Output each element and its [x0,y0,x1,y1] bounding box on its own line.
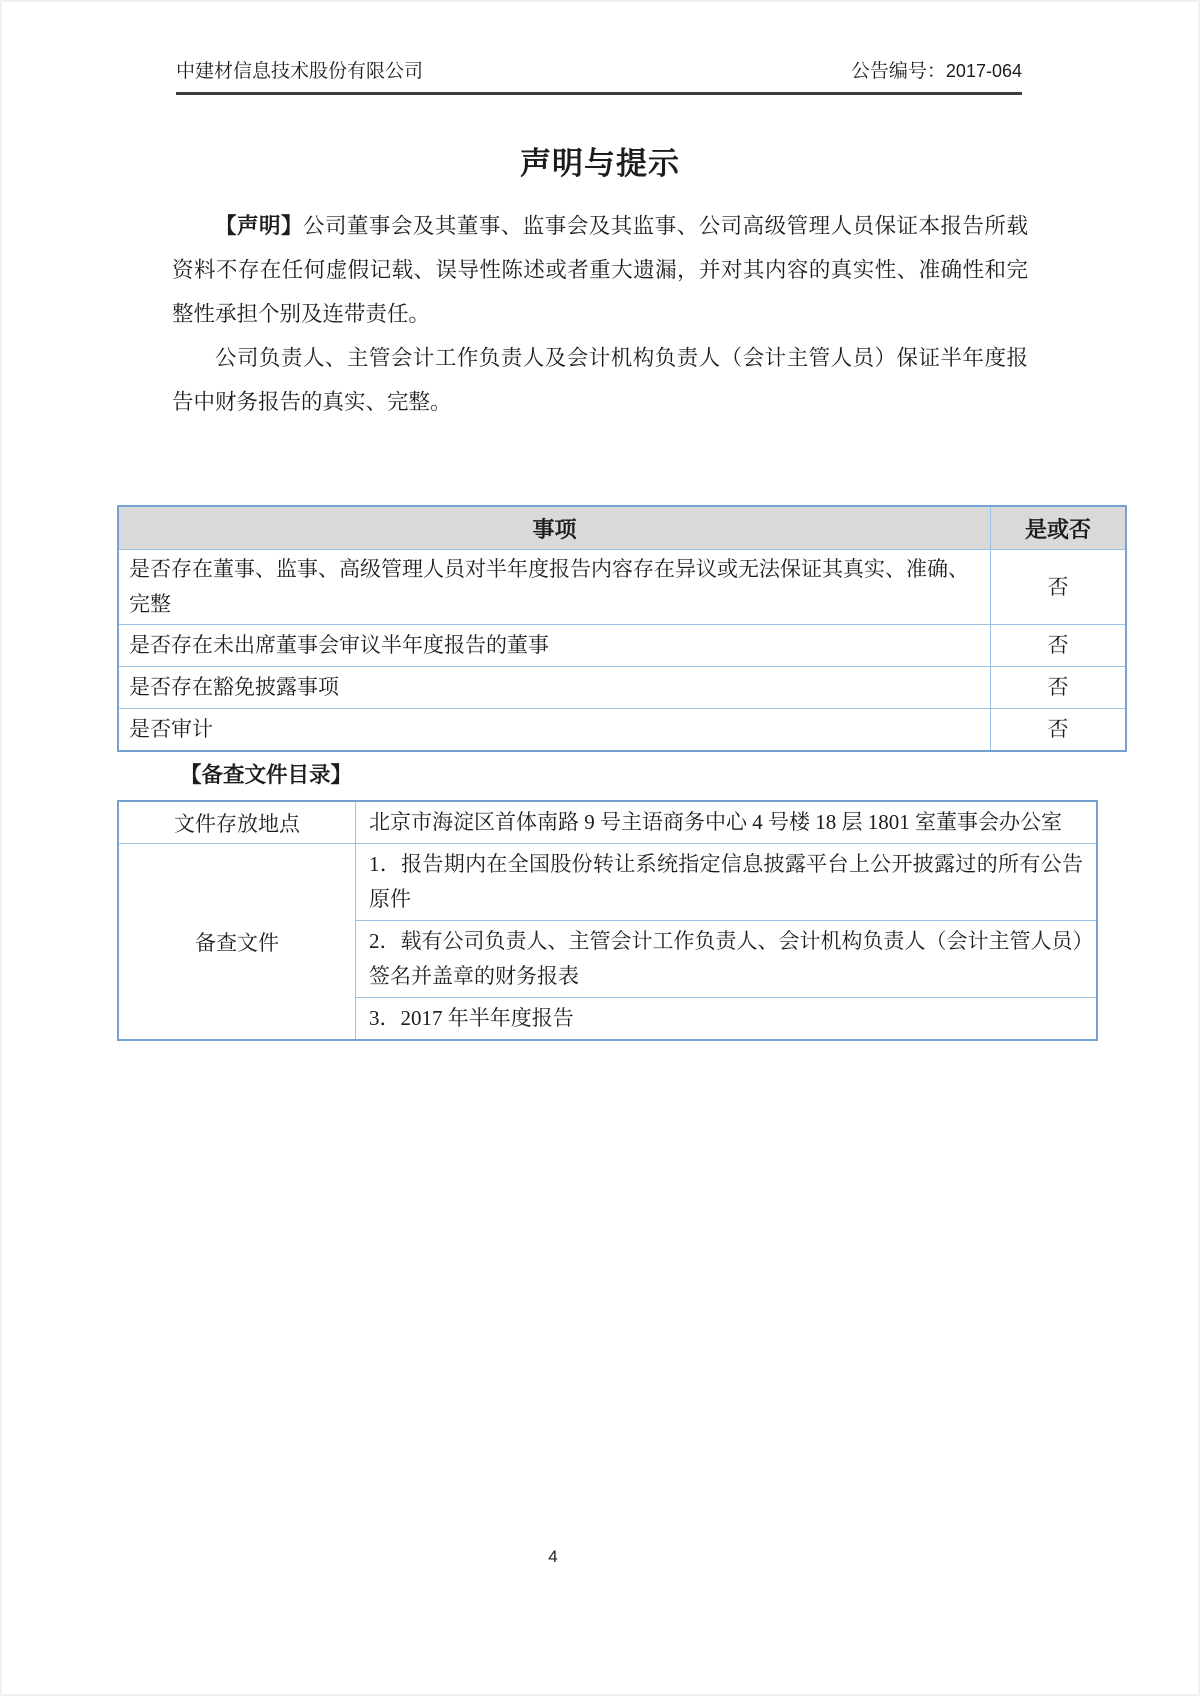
matters-table [117,505,1127,752]
matter-answer-2: 否 [991,625,1127,667]
declaration-text-2: 公司负责人、主管会计工作负责人及会计机构负责人（会计主管人员）保证半年度报告中财务报告的真实、完整。 [172,346,1028,414]
documents-section-title: 【备查文件目录】 [180,763,353,787]
table-row [118,550,1126,625]
table-row [118,625,1126,667]
matter-item-3: 是否存在豁免披露事项 [118,667,991,709]
page-title: 声明与提示 [520,146,680,181]
documents-table [117,800,1098,1041]
announcement-number [851,58,1022,85]
announcement-number-value: 2017-064 [945,61,1022,81]
matter-item-2: 是否存在未出席董事会审议半年度报告的董事 [118,625,991,667]
matters-header-item: 事项 [118,506,991,550]
matter-answer-4: 否 [991,709,1127,752]
page-header [176,58,1022,95]
documents-files-label: 备查文件 [118,844,356,1041]
declaration-paragraph-1 [172,204,1028,336]
matter-item-1: 是否存在董事、监事、高级管理人员对半年度报告内容存在异议或无法保证其真实、准确、完整 [118,550,991,625]
matter-answer-3: 否 [991,667,1127,709]
documents-file-2: 2．载有公司负责人、主管会计工作负责人、会计机构负责人（会计主管人员）签名并盖章的财务报表 [356,921,1098,998]
matter-answer-1: 否 [991,550,1127,625]
declaration-section [172,204,1028,424]
table-row [118,667,1126,709]
announcement-number-label: 公告编号： [850,61,946,82]
company-name: 中建材信息技术股份有限公司 [176,61,424,82]
table-row [118,709,1126,752]
documents-location-value: 北京市海淀区首体南路 9 号主语商务中心 4 号楼 18 层 1801 室董事会办公室 [356,801,1098,844]
matters-header-answer: 是或否 [991,506,1127,550]
table-row [118,844,1097,921]
documents-location-label: 文件存放地点 [118,801,356,844]
documents-file-3: 3．2017 年半年度报告 [356,998,1098,1041]
page-number: 4 [548,1547,558,1566]
documents-file-1: 1．报告期内在全国股份转让系统指定信息披露平台上公开披露过的所有公告原件 [356,844,1098,921]
matters-table-header-row [118,506,1126,550]
declaration-paragraph-2 [172,336,1028,424]
declaration-label: 【声明】 [215,214,303,238]
table-row [118,801,1097,844]
declaration-text-1: 公司董事会及其董事、监事会及其监事、公司高级管理人员保证本报告所载资料不存在任何虚假记载、误导性陈述或者重大遗漏，并对其内容的真实性、准确性和完整性承担个别及连带责任。 [172,214,1028,326]
matter-item-4: 是否审计 [118,709,991,752]
